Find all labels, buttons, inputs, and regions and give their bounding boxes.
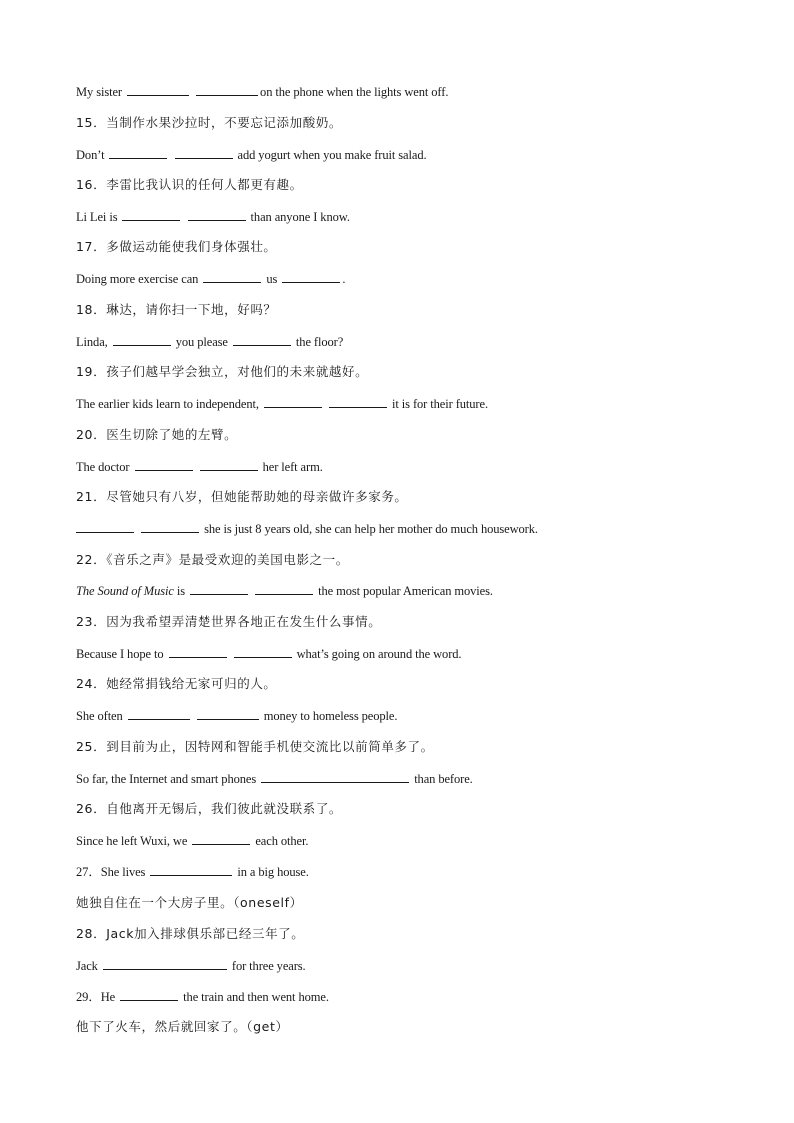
text-segment: So far, the Internet and smart phones bbox=[76, 772, 257, 786]
item-number: 18 bbox=[76, 302, 94, 317]
answer-blank[interactable] bbox=[120, 988, 178, 1001]
item-21-english bbox=[76, 520, 538, 537]
text-segment: us bbox=[266, 272, 278, 286]
answer-blank[interactable] bbox=[150, 863, 232, 876]
item-26-chinese: 26．自他离开无锡后，我们彼此就没联系了。 bbox=[76, 801, 343, 816]
item-17-chinese: 17．多做运动能使我们身体强壮。 bbox=[76, 239, 277, 254]
chinese-prompt: 《音乐之声》是最受欢迎的美国电影之一。 bbox=[106, 552, 349, 567]
item-25-chinese: 25．到目前为止，因特网和智能手机使交流比以前简单多了。 bbox=[76, 739, 434, 754]
chinese-prompt: 她独自住在一个大房子里。（oneself） bbox=[76, 895, 303, 910]
movie-title: The Sound of Music bbox=[76, 584, 174, 598]
chinese-prompt: 到目前为止，因特网和智能手机使交流比以前简单多了。 bbox=[106, 739, 434, 754]
item-14-english bbox=[76, 83, 448, 100]
answer-blank[interactable] bbox=[233, 333, 291, 346]
item-16-english bbox=[76, 208, 350, 225]
answer-blank[interactable] bbox=[255, 582, 313, 595]
item-23-chinese: 23．因为我希望弄清楚世界各地正在发生什么事情。 bbox=[76, 614, 382, 629]
text-segment: Since he left Wuxi, we bbox=[76, 834, 188, 848]
answer-blank[interactable] bbox=[169, 645, 227, 658]
chinese-prompt: 医生切除了她的左臂。 bbox=[106, 427, 238, 442]
item-24-english bbox=[76, 707, 397, 724]
item-number: 29 bbox=[76, 990, 89, 1004]
chinese-prompt: 当制作水果沙拉时，不要忘记添加酸奶。 bbox=[106, 115, 343, 130]
chinese-prompt: Jack加入排球俱乐部已经三年了。 bbox=[106, 926, 305, 941]
text-segment: the train and then went home. bbox=[183, 990, 329, 1004]
answer-blank[interactable] bbox=[128, 707, 190, 720]
item-18-english bbox=[76, 333, 343, 350]
item-number: 25 bbox=[76, 739, 94, 754]
item-28-chinese: 28．Jack加入排球俱乐部已经三年了。 bbox=[76, 926, 305, 941]
item-number: 16 bbox=[76, 177, 94, 192]
text-segment: on the phone when the lights went off. bbox=[260, 85, 449, 99]
answer-blank[interactable] bbox=[188, 208, 246, 221]
text-segment: add yogurt when you make fruit salad. bbox=[237, 148, 427, 162]
answer-blank[interactable] bbox=[203, 270, 261, 283]
answer-blank[interactable] bbox=[141, 520, 199, 533]
answer-blank[interactable] bbox=[122, 208, 180, 221]
answer-blank[interactable] bbox=[103, 957, 227, 970]
chinese-prompt: 孩子们越早学会独立，对他们的未来就越好。 bbox=[106, 364, 369, 379]
item-23-english bbox=[76, 645, 461, 662]
chinese-prompt: 自他离开无锡后，我们彼此就没联系了。 bbox=[106, 801, 343, 816]
item-25-english bbox=[76, 770, 473, 787]
item-22-chinese: 22．《音乐之声》是最受欢迎的美国电影之一。 bbox=[76, 552, 349, 567]
text-segment: Linda, bbox=[76, 335, 108, 349]
item-27-english: 27．She lives in a big house. bbox=[76, 865, 309, 879]
text-segment: My sister bbox=[76, 85, 122, 99]
item-15-chinese: 15．当制作水果沙拉时，不要忘记添加酸奶。 bbox=[76, 115, 343, 130]
item-15-english bbox=[76, 146, 427, 163]
item-number: 26 bbox=[76, 801, 94, 816]
text-segment: each other. bbox=[255, 834, 309, 848]
item-number: 22 bbox=[76, 552, 94, 567]
text-segment: it is for their future. bbox=[392, 397, 488, 411]
item-number: 20 bbox=[76, 427, 94, 442]
item-28-english bbox=[76, 957, 306, 974]
chinese-prompt: 因为我希望弄清楚世界各地正在发生什么事情。 bbox=[106, 614, 382, 629]
text-segment: than before. bbox=[414, 772, 473, 786]
text-segment: Doing more exercise can bbox=[76, 272, 199, 286]
item-number: 23 bbox=[76, 614, 94, 629]
item-17-english bbox=[76, 270, 345, 287]
text-segment: He bbox=[100, 990, 116, 1004]
item-26-english bbox=[76, 832, 308, 849]
item-21-chinese: 21．尽管她只有八岁，但她能帮助她的母亲做许多家务。 bbox=[76, 489, 408, 504]
item-number: 24 bbox=[76, 676, 94, 691]
answer-blank[interactable] bbox=[197, 707, 259, 720]
item-19-english bbox=[76, 395, 488, 412]
item-number: 21 bbox=[76, 489, 94, 504]
answer-blank[interactable] bbox=[135, 458, 193, 471]
text-segment: is bbox=[173, 584, 186, 598]
item-16-chinese: 16．李雷比我认识的任何人都更有趣。 bbox=[76, 177, 303, 192]
item-20-chinese: 20．医生切除了她的左臂。 bbox=[76, 427, 238, 442]
text-segment: the most popular American movies. bbox=[318, 584, 493, 598]
item-20-english bbox=[76, 458, 323, 475]
text-segment: for three years. bbox=[231, 959, 306, 973]
text-segment: She often bbox=[76, 709, 123, 723]
answer-blank[interactable] bbox=[196, 83, 258, 96]
item-number: 27 bbox=[76, 865, 89, 879]
text-segment: what’s going on around the word. bbox=[296, 647, 462, 661]
answer-blank[interactable] bbox=[76, 520, 134, 533]
answer-blank[interactable] bbox=[329, 395, 387, 408]
item-number: 28 bbox=[76, 926, 94, 941]
answer-blank[interactable] bbox=[192, 832, 250, 845]
item-19-chinese: 19．孩子们越早学会独立，对他们的未来就越好。 bbox=[76, 364, 369, 379]
chinese-prompt: 李雷比我认识的任何人都更有趣。 bbox=[106, 177, 303, 192]
item-24-chinese: 24．她经常捐钱给无家可归的人。 bbox=[76, 676, 277, 691]
text-segment: Don’t bbox=[76, 148, 105, 162]
item-29-english: 29．He the train and then went home. bbox=[76, 990, 329, 1004]
answer-blank[interactable] bbox=[190, 582, 248, 595]
text-segment: . bbox=[342, 272, 346, 286]
text-segment: Jack bbox=[76, 959, 98, 973]
text-segment: Because I hope to bbox=[76, 647, 164, 661]
item-18-chinese: 18．琳达，请你扫一下地，好吗？ bbox=[76, 302, 277, 317]
item-29-chinese bbox=[76, 1019, 289, 1035]
answer-blank[interactable] bbox=[264, 395, 322, 408]
answer-blank[interactable] bbox=[175, 146, 233, 159]
text-segment: Li Lei is bbox=[76, 210, 118, 224]
answer-blank[interactable] bbox=[282, 270, 340, 283]
answer-blank[interactable] bbox=[261, 770, 409, 783]
text-segment: she is just 8 years old, she can help her mother do much housework. bbox=[204, 522, 538, 536]
text-segment: She lives bbox=[100, 865, 146, 879]
answer-blank[interactable] bbox=[109, 146, 167, 159]
item-number: 17 bbox=[76, 239, 94, 254]
text-segment: in a big house. bbox=[237, 865, 309, 879]
item-number: 19 bbox=[76, 364, 94, 379]
chinese-prompt: 她经常捐钱给无家可归的人。 bbox=[106, 676, 277, 691]
chinese-prompt: 他下了火车，然后就回家了。（get） bbox=[76, 1019, 289, 1034]
text-segment: than anyone I know. bbox=[250, 210, 350, 224]
answer-blank[interactable] bbox=[113, 333, 171, 346]
chinese-prompt: 琳达，请你扫一下地，好吗？ bbox=[106, 302, 277, 317]
answer-blank[interactable] bbox=[234, 645, 292, 658]
answer-blank[interactable] bbox=[127, 83, 189, 96]
text-segment: The doctor bbox=[76, 460, 130, 474]
text-segment: the floor? bbox=[295, 335, 344, 349]
item-27-chinese bbox=[76, 895, 303, 911]
text-segment: you please bbox=[175, 335, 228, 349]
text-segment: her left arm. bbox=[262, 460, 323, 474]
item-22-english bbox=[76, 582, 493, 599]
answer-blank[interactable] bbox=[200, 458, 258, 471]
item-number: 15 bbox=[76, 115, 94, 130]
chinese-prompt: 尽管她只有八岁，但她能帮助她的母亲做许多家务。 bbox=[106, 489, 408, 504]
text-segment: The earlier kids learn to independent, bbox=[76, 397, 259, 411]
chinese-prompt: 多做运动能使我们身体强壮。 bbox=[106, 239, 277, 254]
text-segment: money to homeless people. bbox=[263, 709, 398, 723]
